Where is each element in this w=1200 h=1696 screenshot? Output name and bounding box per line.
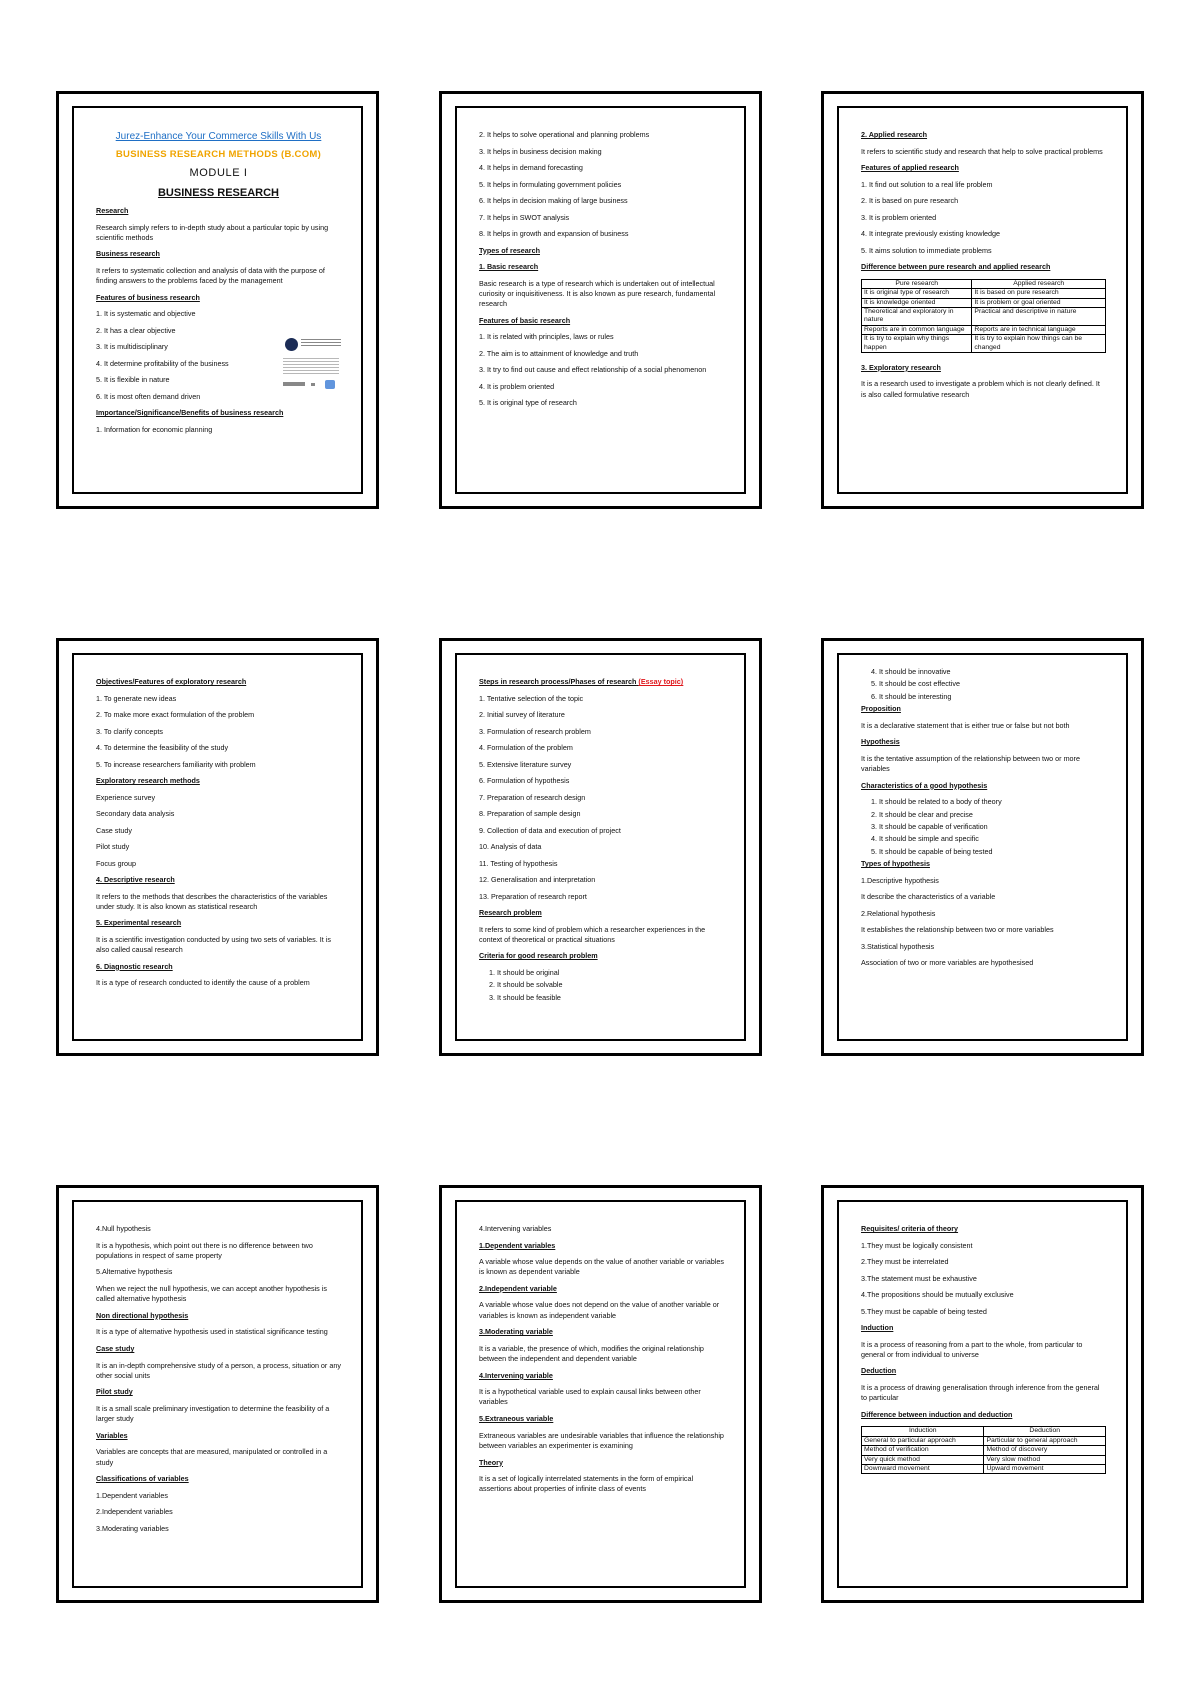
- text-line: It refers to scientific study and research that help to solve practical problems: [861, 146, 1103, 156]
- table-cell: Theoretical and exploratory in nature: [862, 307, 972, 325]
- section-heading: Objectives/Features of exploratory research: [96, 677, 247, 686]
- page-5-content: [455, 653, 746, 1041]
- text-line: 2. To make more exact formulation of the problem: [96, 710, 255, 719]
- section-heading: Difference between induction and deduction: [861, 1409, 1013, 1419]
- section-heading: Types of hypothesis: [861, 859, 930, 869]
- page-7: [56, 1185, 379, 1603]
- table-cell: It is original type of research: [862, 289, 972, 298]
- page-3-lines: [861, 130, 1106, 272]
- text-line: 5. It is original type of research: [479, 398, 577, 408]
- section-heading: Requisites/ criteria of theory: [861, 1224, 959, 1233]
- section-heading: 3.Moderating variable: [479, 1327, 553, 1337]
- section-heading: 5.Extraneous variable: [479, 1414, 554, 1424]
- text-line: 4.The propositions should be mutually exclusive: [861, 1290, 1014, 1299]
- table-cell: Downward movement: [862, 1464, 984, 1473]
- section-heading: Variables: [96, 1430, 128, 1440]
- page-6-content: [837, 653, 1128, 1041]
- text-line: 7. Preparation of research design: [479, 792, 586, 802]
- text-line: 5.Alternative hypothesis: [96, 1267, 173, 1277]
- text-line: 3. Formulation of research problem: [479, 726, 591, 736]
- text-line: 2. It should be clear and precise: [871, 809, 973, 819]
- text-line: 3. It helps in business decision making: [479, 146, 602, 156]
- text-line: 1.They must be logically consistent: [861, 1240, 973, 1250]
- text-line: 2. The aim is to attainment of knowledge and truth: [479, 348, 639, 358]
- page-1-lines: [96, 206, 341, 435]
- section-heading: Hypothesis: [861, 737, 900, 747]
- text-line: 13. Preparation of research report: [479, 891, 587, 901]
- text-line: 8. It helps in growth and expansion of business: [479, 229, 629, 238]
- text-line: Pilot study: [96, 842, 130, 851]
- table-cell: It is problem or goal oriented: [972, 298, 1106, 307]
- section-heading: Research: [96, 206, 129, 215]
- table-cell: It is try to explain how things can be changed: [972, 335, 1106, 353]
- section-heading: Non directional hypothesis: [96, 1310, 189, 1320]
- column-header: Deduction: [984, 1427, 1106, 1436]
- text-line: 1. To generate new ideas: [96, 693, 177, 703]
- text-line: 4. It is problem oriented: [479, 381, 555, 391]
- text-line: 3. It should be capable of verification: [871, 822, 988, 832]
- table-row: [862, 307, 1106, 325]
- text-line: It is a hypothesis, which point out there is no difference between two populations in respect of same property: [96, 1240, 313, 1260]
- table-cell: It is knowledge oriented: [862, 298, 972, 307]
- text-line: 1. It should be original: [489, 967, 560, 977]
- text-line: 4. It should be innovative: [871, 667, 951, 676]
- table-row: [862, 1436, 1106, 1445]
- table-row: [862, 335, 1106, 353]
- text-line: 3.Statistical hypothesis: [861, 941, 935, 951]
- text-line: It is a research used to investigate a problem which is not clearly defined. It is also called formulative research: [861, 379, 1100, 399]
- text-line: Research simply refers to in-depth study about a particular topic by using scientific methods: [96, 222, 329, 242]
- document-title: BUSINESS RESEARCH: [157, 187, 280, 199]
- text-line: Focus group: [96, 858, 136, 868]
- induction-vs-deduction-table: [861, 1426, 1106, 1474]
- text-line: Association of two or more variables are hypothesised: [861, 958, 1034, 968]
- text-line: 1.Dependent variables: [96, 1490, 168, 1500]
- text-line: 1.Descriptive hypothesis: [861, 875, 939, 885]
- text-line: 5. To increase researchers familiarity with problem: [96, 759, 256, 769]
- text-line: 9. Collection of data and execution of project: [479, 825, 621, 835]
- text-line: It is a type of research conducted to identify the cause of a problem: [96, 978, 310, 988]
- page-5: [439, 638, 762, 1056]
- text-line: Basic research is a type of research which is undertaken out of intellectual curiosity or inquisitiveness. It is also known as pure research, fundamental research: [479, 278, 716, 308]
- text-line: 1. Information for economic planning: [96, 424, 213, 434]
- section-heading: Proposition: [861, 704, 901, 714]
- table-row: [862, 1464, 1106, 1473]
- table-cell: Practical and descriptive in nature: [972, 307, 1106, 325]
- text-line: 2. It is based on pure research: [861, 196, 959, 206]
- page-6-lines: [861, 667, 1106, 968]
- section-heading: Classifications of variables: [96, 1474, 189, 1484]
- section-heading: Characteristics of a good hypothesis: [861, 780, 988, 790]
- text-line: Extraneous variables are undesirable variables that influence the relationship between variables an experimenter is examining: [479, 1430, 724, 1450]
- page-9-lines: [861, 1224, 1106, 1420]
- text-line: 1. Tentative selection of the topic: [479, 693, 584, 703]
- site-link[interactable]: Jurez-Enhance Your Commerce Skills With Us: [115, 131, 322, 142]
- section-heading: Research problem: [479, 908, 542, 917]
- text-line: Experience survey: [96, 792, 156, 802]
- text-line: It is a type of alternative hypothesis used in statistical significance testing: [96, 1327, 328, 1337]
- table-cell: Particular to general approach: [984, 1436, 1106, 1445]
- page-2-lines: [479, 130, 724, 409]
- table-row: [862, 298, 1106, 307]
- course-title: BUSINESS RESEARCH METHODS (B.COM): [115, 149, 322, 160]
- page-3-lines-after: [861, 363, 1106, 400]
- text-line: 4. It should be simple and specific: [871, 834, 979, 844]
- essay-heading: [479, 677, 724, 687]
- text-line: 2. Initial survey of literature: [479, 710, 565, 719]
- section-heading: 5. Experimental research: [96, 918, 182, 928]
- text-line: 3.The statement must be exhaustive: [861, 1273, 977, 1283]
- table-cell: Upward movement: [984, 1464, 1106, 1473]
- table-header-row: [862, 1427, 1106, 1436]
- text-line: It is a process of drawing generalisation through inference from the general to particular: [861, 1382, 1100, 1403]
- page-9: [821, 1185, 1144, 1603]
- page-7-content: [72, 1200, 363, 1588]
- text-line: 2.Relational hypothesis: [861, 908, 936, 918]
- text-line: It refers to systematic collection and analysis of data with the purpose of finding answers to the problems faced by the management: [96, 265, 325, 286]
- text-line: It is a hypothetical variable used to explain causal links between other variables: [479, 1387, 701, 1407]
- text-line: 2.Independent variables: [96, 1507, 173, 1517]
- pure-vs-applied-table: [861, 279, 1106, 353]
- text-line: 12. Generalisation and interpretation: [479, 875, 596, 884]
- text-line: It describe the characteristics of a variable: [861, 892, 996, 902]
- text-line: 4. It helps in demand forecasting: [479, 163, 583, 172]
- column-header: Pure research: [862, 279, 972, 288]
- table-cell: Method of verification: [862, 1446, 984, 1455]
- text-line: 5.They must be capable of being tested: [861, 1306, 987, 1316]
- text-line: 5. It should be cost effective: [871, 679, 960, 689]
- section-heading: Types of research: [479, 245, 540, 255]
- text-line: Secondary data analysis: [96, 809, 175, 818]
- text-line: 1. It find out solution to a real life problem: [861, 179, 993, 189]
- text-line: 2. It should be solvable: [489, 980, 563, 990]
- section-heading: Case study: [96, 1344, 135, 1354]
- table-cell: Reports are in common language: [862, 325, 972, 334]
- text-line: 1. It is systematic and objective: [96, 309, 196, 319]
- text-line: 4. Formulation of the problem: [479, 743, 573, 752]
- section-heading: 1. Basic research: [479, 262, 539, 271]
- section-heading: Deduction: [861, 1366, 897, 1376]
- table-cell: It is based on pure research: [972, 289, 1106, 298]
- text-line: It establishes the relationship between two or more variables: [861, 925, 1054, 935]
- table-row: [862, 289, 1106, 298]
- text-line: When we reject the null hypothesis, we can accept another hypothesis is called alternative hypothesis: [96, 1283, 327, 1304]
- text-line: 10. Analysis of data: [479, 842, 542, 851]
- text-line: 1. It is related with principles, laws or rules: [479, 332, 614, 342]
- text-line: It is the tentative assumption of the relationship between two or more variables: [861, 753, 1080, 774]
- page-4-content: [72, 653, 363, 1041]
- section-heading: Criteria for good research problem: [479, 951, 598, 961]
- page-8-content: [455, 1200, 746, 1588]
- text-line: 5. It should be capable of being tested: [871, 846, 993, 856]
- text-line: Variables are concepts that are measured, manipulated or controlled in a study: [96, 1447, 328, 1467]
- section-heading: 3. Exploratory research: [861, 362, 941, 372]
- text-line: 4.Intervening variables: [479, 1224, 552, 1233]
- module-label: MODULE I: [189, 167, 248, 179]
- section-heading: 4. Descriptive research: [96, 875, 175, 884]
- column-header: Applied research: [972, 279, 1106, 288]
- text-line: 4. It determine profitability of the business: [96, 358, 229, 368]
- table-cell: General to particular approach: [862, 1436, 984, 1445]
- page-4: [56, 638, 379, 1056]
- section-heading: 2. Applied research: [861, 130, 928, 139]
- text-line: 6. Formulation of hypothesis: [479, 776, 570, 785]
- text-line: 6. It should be interesting: [871, 691, 952, 701]
- page-2: [439, 91, 762, 509]
- text-line: 3. It is problem oriented: [861, 212, 937, 222]
- table-cell: Reports are in technical language: [972, 325, 1106, 334]
- text-line: It refers to some kind of problem which a researcher experiences in the context of theoretical or practical situations: [479, 924, 706, 944]
- essay-topic-tag: (Essay topic): [638, 677, 684, 686]
- section-heading: Induction: [861, 1323, 894, 1332]
- section-heading: Pilot study: [96, 1387, 133, 1397]
- table-cell: It is try to explain why things happen: [862, 335, 972, 353]
- table-cell: Very quick method: [862, 1455, 984, 1464]
- section-heading: Importance/Significance/Benefits of business research: [96, 408, 284, 418]
- text-line: A variable whose value depends on the value of another variable or variables is known as dependent variable: [479, 1257, 724, 1277]
- page-8: [439, 1185, 762, 1603]
- text-line: 5. Extensive literature survey: [479, 759, 572, 769]
- section-heading: Difference between pure research and applied research: [861, 262, 1051, 272]
- page-3-content: [837, 106, 1128, 494]
- text-line: It is a small scale preliminary investigation to determine the feasibility of a larger study: [96, 1403, 330, 1424]
- text-line: It refers to the methods that describes the characteristics of the variables under study. It is also known as statistical research: [96, 891, 328, 911]
- section-heading: Features of basic research: [479, 315, 571, 325]
- text-line: 11. Testing of hypothesis: [479, 858, 558, 868]
- text-line: 2.They must be interrelated: [861, 1257, 949, 1266]
- text-line: It is a variable, the presence of which, modifies the original relationship between the independent and dependent variable: [479, 1343, 704, 1364]
- section-heading: 6. Diagnostic research: [96, 961, 173, 971]
- text-line: 1. It should be related to a body of theory: [871, 797, 1002, 807]
- page-9-content: [837, 1200, 1128, 1588]
- table-row: [862, 1446, 1106, 1455]
- text-line: 4. It integrate previously existing knowledge: [861, 229, 1001, 239]
- page-3: [821, 91, 1144, 509]
- text-line: 5. It is flexible in nature: [96, 375, 170, 385]
- text-line: 2. It has a clear objective: [96, 325, 176, 335]
- text-line: 8. Preparation of sample design: [479, 809, 581, 818]
- page-5-lines: [479, 694, 724, 1003]
- text-line: It is a set of logically interrelated statements in the form of empirical assertions about properties of infinite class of events: [479, 1474, 694, 1494]
- text-line: 3.Moderating variables: [96, 1523, 169, 1533]
- page-8-lines: [479, 1224, 724, 1494]
- table-header-row: [862, 279, 1106, 288]
- text-line: 4.Null hypothesis: [96, 1224, 151, 1233]
- text-line: 3. It should be feasible: [489, 992, 561, 1002]
- page-6: [821, 638, 1144, 1056]
- section-heading: Business research: [96, 249, 160, 259]
- section-heading: Features of applied research: [861, 163, 959, 173]
- text-line: It is a process of reasoning from a part to the whole, from particular to general or from individual to universe: [861, 1339, 1083, 1359]
- page-7-lines: [96, 1224, 341, 1534]
- text-line: 5. It helps in formulating government policies: [479, 179, 622, 189]
- text-line: A variable whose value does not depend on the value of another variable or variables is known as independent variable: [479, 1300, 720, 1320]
- page-1: [56, 91, 379, 509]
- text-line: It is an in-depth comprehensive study of a person, a process, situation or any other social units: [96, 1360, 341, 1380]
- page-4-lines: [96, 677, 341, 989]
- text-line: 6. It helps in decision making of large business: [479, 196, 628, 205]
- section-heading: Exploratory research methods: [96, 776, 200, 785]
- university-logo-icon: [281, 336, 341, 394]
- section-heading: Theory: [479, 1457, 503, 1467]
- text-line: It is a scientific investigation conducted by using two sets of variables. It is also called causal research: [96, 934, 331, 955]
- text-line: 4. To determine the feasibility of the study: [96, 743, 229, 752]
- table-cell: Very slow method: [984, 1455, 1106, 1464]
- section-heading: Features of business research: [96, 292, 200, 302]
- section-heading: 2.Independent variable: [479, 1283, 557, 1293]
- text-line: It is a declarative statement that is either true or false but not both: [861, 720, 1070, 730]
- table-row: [862, 325, 1106, 334]
- section-heading: 4.Intervening variable: [479, 1370, 553, 1380]
- section-heading: 1.Dependent variables: [479, 1240, 556, 1250]
- text-line: 3. To clarify concepts: [96, 726, 163, 736]
- text-line: 2. It helps to solve operational and planning problems: [479, 130, 650, 139]
- text-line: 7. It helps in SWOT analysis: [479, 212, 570, 222]
- text-line: Case study: [96, 825, 132, 835]
- text-line: 6. It is most often demand driven: [96, 391, 201, 401]
- text-line: 5. It aims solution to immediate problems: [861, 245, 992, 255]
- column-header: Induction: [862, 1427, 984, 1436]
- page-1-content: [72, 106, 363, 494]
- page-2-content: [455, 106, 746, 494]
- text-line: 3. It try to find out cause and effect relationship of a social phenomenon: [479, 365, 707, 375]
- table-cell: Method of discovery: [984, 1446, 1106, 1455]
- table-row: [862, 1455, 1106, 1464]
- essay-heading-text: Steps in research process/Phases of research: [479, 677, 637, 686]
- text-line: 3. It is multidisciplinary: [96, 342, 168, 352]
